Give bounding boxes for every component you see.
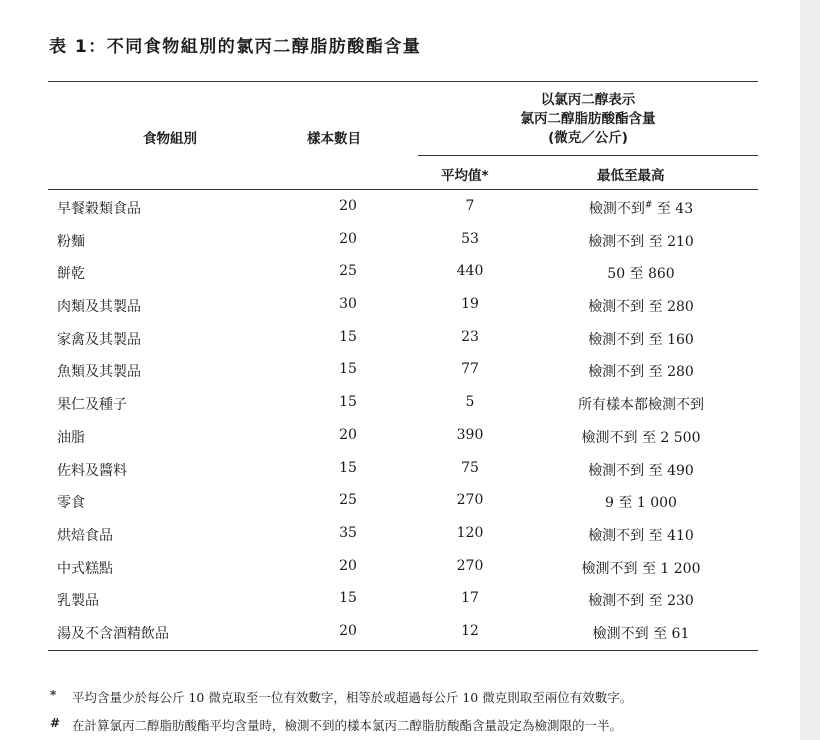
mean-cell: 270 xyxy=(456,492,484,509)
table-row xyxy=(48,551,758,584)
table-row xyxy=(48,420,758,453)
table-body xyxy=(48,191,758,649)
header-bottom-rule xyxy=(48,189,758,190)
mean-cell: 53 xyxy=(461,230,479,247)
range-cell: 9 至 1 000 xyxy=(605,495,677,512)
table-row xyxy=(48,453,758,486)
table-row xyxy=(48,485,758,518)
range-cell: 檢測不到 至 410 xyxy=(588,527,694,544)
footnote xyxy=(50,712,632,740)
table-row xyxy=(48,289,758,322)
sample-count-cell: 30 xyxy=(339,296,357,313)
sample-count-cell: 20 xyxy=(339,426,357,443)
mean-cell: 5 xyxy=(465,394,475,411)
food-cell: 乳製品 xyxy=(57,593,99,610)
table-top-rule xyxy=(48,81,758,82)
header-mean: 平均值* xyxy=(441,168,489,184)
food-cell: 佐料及醬料 xyxy=(57,462,127,479)
table-row xyxy=(48,518,758,551)
range-cell: 檢測不到 至 210 xyxy=(588,233,694,250)
page-sidebar xyxy=(800,0,820,740)
table-row xyxy=(48,387,758,420)
mean-cell: 120 xyxy=(456,524,484,541)
footnote-mark: * xyxy=(50,688,57,702)
range-cell: 檢測不到 至 280 xyxy=(588,299,694,316)
mean-cell: 390 xyxy=(456,426,484,443)
sample-count-cell: 15 xyxy=(339,459,357,476)
mean-cell: 440 xyxy=(456,263,484,280)
header-food-group: 食物組別 xyxy=(143,131,197,147)
header-range: 最低至最高 xyxy=(597,168,665,184)
food-cell: 餅乾 xyxy=(57,266,85,283)
sample-count-cell: 20 xyxy=(339,198,357,214)
food-cell: 零食 xyxy=(57,495,85,512)
table-row xyxy=(48,322,758,355)
mean-cell: 7 xyxy=(465,198,475,214)
food-cell: 粉麵 xyxy=(57,233,85,250)
sample-count-cell: 15 xyxy=(339,361,357,378)
range-cell: 檢測不到 至 1 200 xyxy=(581,560,701,577)
food-cell: 肉類及其製品 xyxy=(57,299,141,316)
range-cell: 檢測不到 至 2 500 xyxy=(581,429,701,446)
table-bottom-rule xyxy=(48,650,758,651)
header-group-line2: 氯丙二醇脂肪酸酯含量 xyxy=(520,111,656,127)
table-row xyxy=(48,191,758,224)
sample-count-cell: 25 xyxy=(339,492,357,509)
sample-count-cell: 20 xyxy=(339,557,357,574)
footnote-text: 平均含量少於每公斤 10 微克取至一位有效數字，相等於或超過每公斤 10 微克則取至兩位有效數字。 xyxy=(72,690,633,705)
table-row xyxy=(48,616,758,649)
range-cell: 所有樣本都檢測不到 xyxy=(578,397,704,414)
food-cell: 家禽及其製品 xyxy=(57,331,141,348)
footnotes xyxy=(50,684,632,740)
sample-count-cell: 25 xyxy=(339,263,357,280)
food-cell: 魚類及其製品 xyxy=(57,364,141,381)
footnote-text: 在計算氯丙二醇脂肪酸酯平均含量時，檢測不到的樣本氯丙二醇脂肪酸酯含量設定為檢測限的一半。 xyxy=(72,718,623,733)
table-row xyxy=(48,224,758,257)
header-group-line3: (微克／公斤) xyxy=(548,130,628,146)
table-row xyxy=(48,354,758,387)
food-cell: 湯及不含酒精飲品 xyxy=(57,625,169,642)
food-cell: 烘焙食品 xyxy=(57,527,113,544)
range-cell: 檢測不到# 至 43 xyxy=(588,200,694,217)
range-cell: 檢測不到 至 230 xyxy=(588,593,694,610)
range-cell: 檢測不到 至 160 xyxy=(588,331,694,348)
sample-count-cell: 15 xyxy=(339,590,357,607)
mean-cell: 77 xyxy=(461,361,479,378)
food-cell: 油脂 xyxy=(57,429,85,446)
food-cell: 中式糕點 xyxy=(57,560,113,577)
table-row xyxy=(48,256,758,289)
mean-cell: 17 xyxy=(461,590,479,607)
range-cell: 檢測不到 至 280 xyxy=(588,364,694,381)
header-level-group xyxy=(418,91,758,148)
range-cell: 檢測不到 至 61 xyxy=(592,625,690,642)
food-cell: 早餐穀類食品 xyxy=(57,201,141,217)
header-group-line1: 以氯丙二醇表示 xyxy=(540,92,636,108)
table-title: 表 1：不同食物組別的氯丙二醇脂肪酸酯含量 xyxy=(49,37,422,57)
footnote-mark: # xyxy=(50,716,61,730)
food-cell: 果仁及種子 xyxy=(57,397,127,414)
mean-cell: 75 xyxy=(461,459,479,476)
sample-count-cell: 20 xyxy=(339,622,357,639)
sample-count-cell: 20 xyxy=(339,230,357,247)
header-mid-rule xyxy=(418,155,758,156)
mean-cell: 12 xyxy=(461,622,479,639)
mean-cell: 270 xyxy=(456,557,484,574)
footnote xyxy=(50,684,632,712)
sample-count-cell: 35 xyxy=(339,524,357,541)
sample-count-cell: 15 xyxy=(339,394,357,411)
mean-cell: 23 xyxy=(461,328,479,345)
table-row xyxy=(48,583,758,616)
header-sample-count: 樣本數目 xyxy=(307,131,361,147)
range-cell: 50 至 860 xyxy=(607,266,675,283)
mean-cell: 19 xyxy=(461,296,479,313)
range-cell: 檢測不到 至 490 xyxy=(588,462,694,479)
sample-count-cell: 15 xyxy=(339,328,357,345)
